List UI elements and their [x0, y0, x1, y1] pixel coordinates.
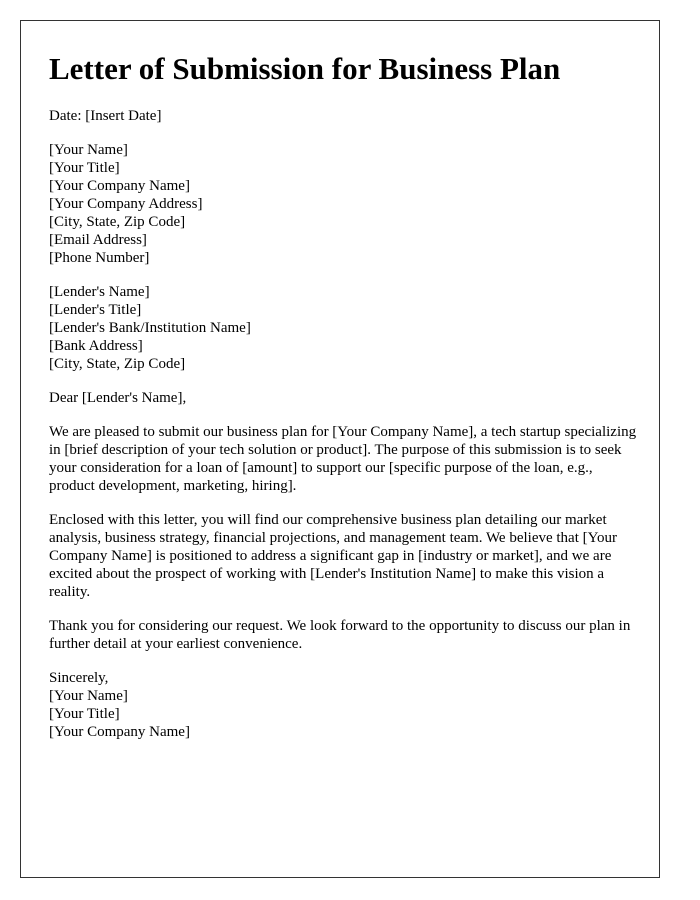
recipient-address: [Bank Address]	[49, 338, 143, 354]
recipient-name: [Lender's Name]	[49, 284, 150, 300]
body-paragraph-3: Thank you for considering our request. We look forward to the opportunity to discuss our plan in further detail at your earliest convenience.	[49, 618, 631, 652]
recipient-city-state-zip: [City, State, Zip Code]	[49, 356, 186, 372]
sender-block	[49, 141, 639, 267]
body-paragraph-1: We are pleased to submit our business plan for [Your Company Name], a tech startup specializing in [brief description of your tech solution or product]. The purpose of this submission is to seek your consideration for a loan of [amount] to support our [specific purpose of the loan, e.g., product development, marketing, hiring].	[49, 424, 637, 494]
sender-city-state-zip: [City, State, Zip Code]	[49, 214, 186, 230]
recipient-title: [Lender's Title]	[49, 302, 142, 318]
salutation: Dear [Lender's Name],	[49, 390, 187, 406]
recipient-institution: [Lender's Bank/Institution Name]	[49, 320, 251, 336]
body-paragraph-2: Enclosed with this letter, you will find our comprehensive business plan detailing our market analysis, business strategy, financial projections, and management team. We believe that [Your Company Name] is positioned to address a significant gap in [industry or market], and we are excited about the prospect of working with [Lender's Institution Name] to make this vision a reality.	[49, 512, 617, 600]
sender-name: [Your Name]	[49, 142, 128, 158]
letter-content	[49, 51, 639, 741]
closing-company: [Your Company Name]	[49, 724, 190, 740]
sender-title: [Your Title]	[49, 160, 120, 176]
sender-phone: [Phone Number]	[49, 250, 150, 266]
date-line: Date: [Insert Date]	[49, 108, 162, 124]
sender-company: [Your Company Name]	[49, 178, 190, 194]
sender-address: [Your Company Address]	[49, 196, 203, 212]
letter-page	[20, 20, 660, 878]
closing-name: [Your Name]	[49, 688, 128, 704]
closing-title: [Your Title]	[49, 706, 120, 722]
recipient-block	[49, 283, 639, 373]
closing-valediction: Sincerely,	[49, 670, 109, 686]
sender-email: [Email Address]	[49, 232, 147, 248]
closing-block	[49, 669, 639, 741]
letter-title: Letter of Submission for Business Plan	[49, 51, 561, 86]
